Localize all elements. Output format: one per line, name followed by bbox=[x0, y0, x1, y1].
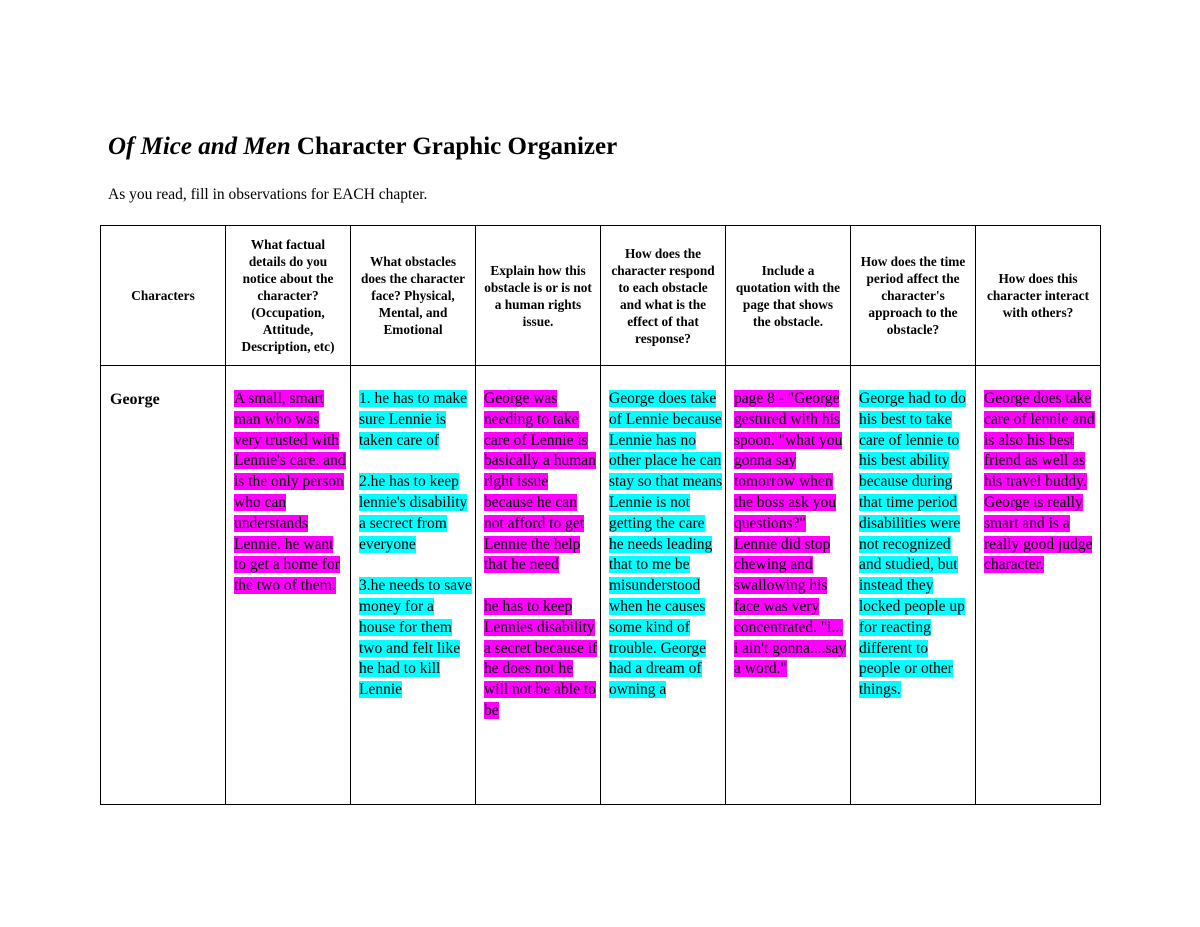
interaction-cell bbox=[976, 366, 1101, 805]
time-period-cell bbox=[851, 366, 976, 805]
human-rights-1: George was needing to take care of Lennie is basically a human right issue because he can not afford to get Lennie the help that he need bbox=[484, 390, 596, 574]
time-period-text: George had to do his best to take care of lennie to his best ability because during that time period disabilities were not recognized and studied, but instead they locked people up for reacting different to people or other things. bbox=[859, 390, 966, 699]
header-time-period: How does the time period affect the character's approach to the obstacle? bbox=[851, 226, 976, 366]
instructions: As you read, fill in observations for EACH chapter. bbox=[108, 186, 428, 203]
document-title bbox=[108, 131, 617, 163]
character-name-cell bbox=[101, 366, 226, 805]
response-text: George does take of Lennie because Lennie has no other place he can stay so that means Lennie is not getting the care he needs leading that to me be misunderstood when he causes some kind of trouble. George had a dream of owning a bbox=[609, 390, 723, 699]
book-title: Of Mice and Men bbox=[108, 133, 291, 160]
title-rest: Character Graphic Organizer bbox=[296, 133, 618, 160]
interaction-text: George does take care of lennie and is also his best friend as well as his travel buddy. George is really smart and is a really good judge character. bbox=[984, 390, 1095, 574]
obstacle-2: 2.he has to keep lennie's disability a secrect from everyone bbox=[359, 473, 468, 553]
header-row bbox=[101, 226, 1101, 366]
character-organizer-table bbox=[100, 225, 1101, 805]
quotation-text: page 8 - "George gestured with his spoon. "what you gonna say tomorrow when the boss ask you questions?" Lennie did stop chewing and swallowing his face was very concentrated. "i... i ain't gonna....say a word." bbox=[734, 390, 847, 678]
header-interaction: How does this character interact with others? bbox=[976, 226, 1101, 366]
human-rights-cell bbox=[476, 366, 601, 805]
obstacles-cell bbox=[351, 366, 476, 805]
header-characters: Characters bbox=[101, 226, 226, 366]
header-human-rights: Explain how this obstacle is or is not a human rights issue. bbox=[476, 226, 601, 366]
details-text: A small, smart man who was very trusted with Lennie's care. and is the only person who can understands Lennie. he want to get a home for the two of them. bbox=[234, 390, 346, 595]
obstacle-1: 1. he has to make sure Lennie is taken care of bbox=[359, 390, 468, 449]
quotation-cell bbox=[726, 366, 851, 805]
header-factual-details: What factual details do you notice about the character? (Occupation, Attitude, Description, etc) bbox=[226, 226, 351, 366]
table-row bbox=[101, 366, 1101, 805]
header-response: How does the character respond to each obstacle and what is the effect of that response? bbox=[601, 226, 726, 366]
character-name: George bbox=[110, 391, 160, 408]
human-rights-2: he has to keep Lennies disability a secret because if he does not he will not be able to be bbox=[484, 597, 598, 719]
details-cell bbox=[226, 366, 351, 805]
response-cell bbox=[601, 366, 726, 805]
obstacle-3: 3.he needs to save money for a house for them two and felt like he had to kill Lennie bbox=[359, 577, 472, 699]
header-obstacles: What obstacles does the character face? Physical, Mental, and Emotional bbox=[351, 226, 476, 366]
header-quotation: Include a quotation with the page that shows the obstacle. bbox=[726, 226, 851, 366]
